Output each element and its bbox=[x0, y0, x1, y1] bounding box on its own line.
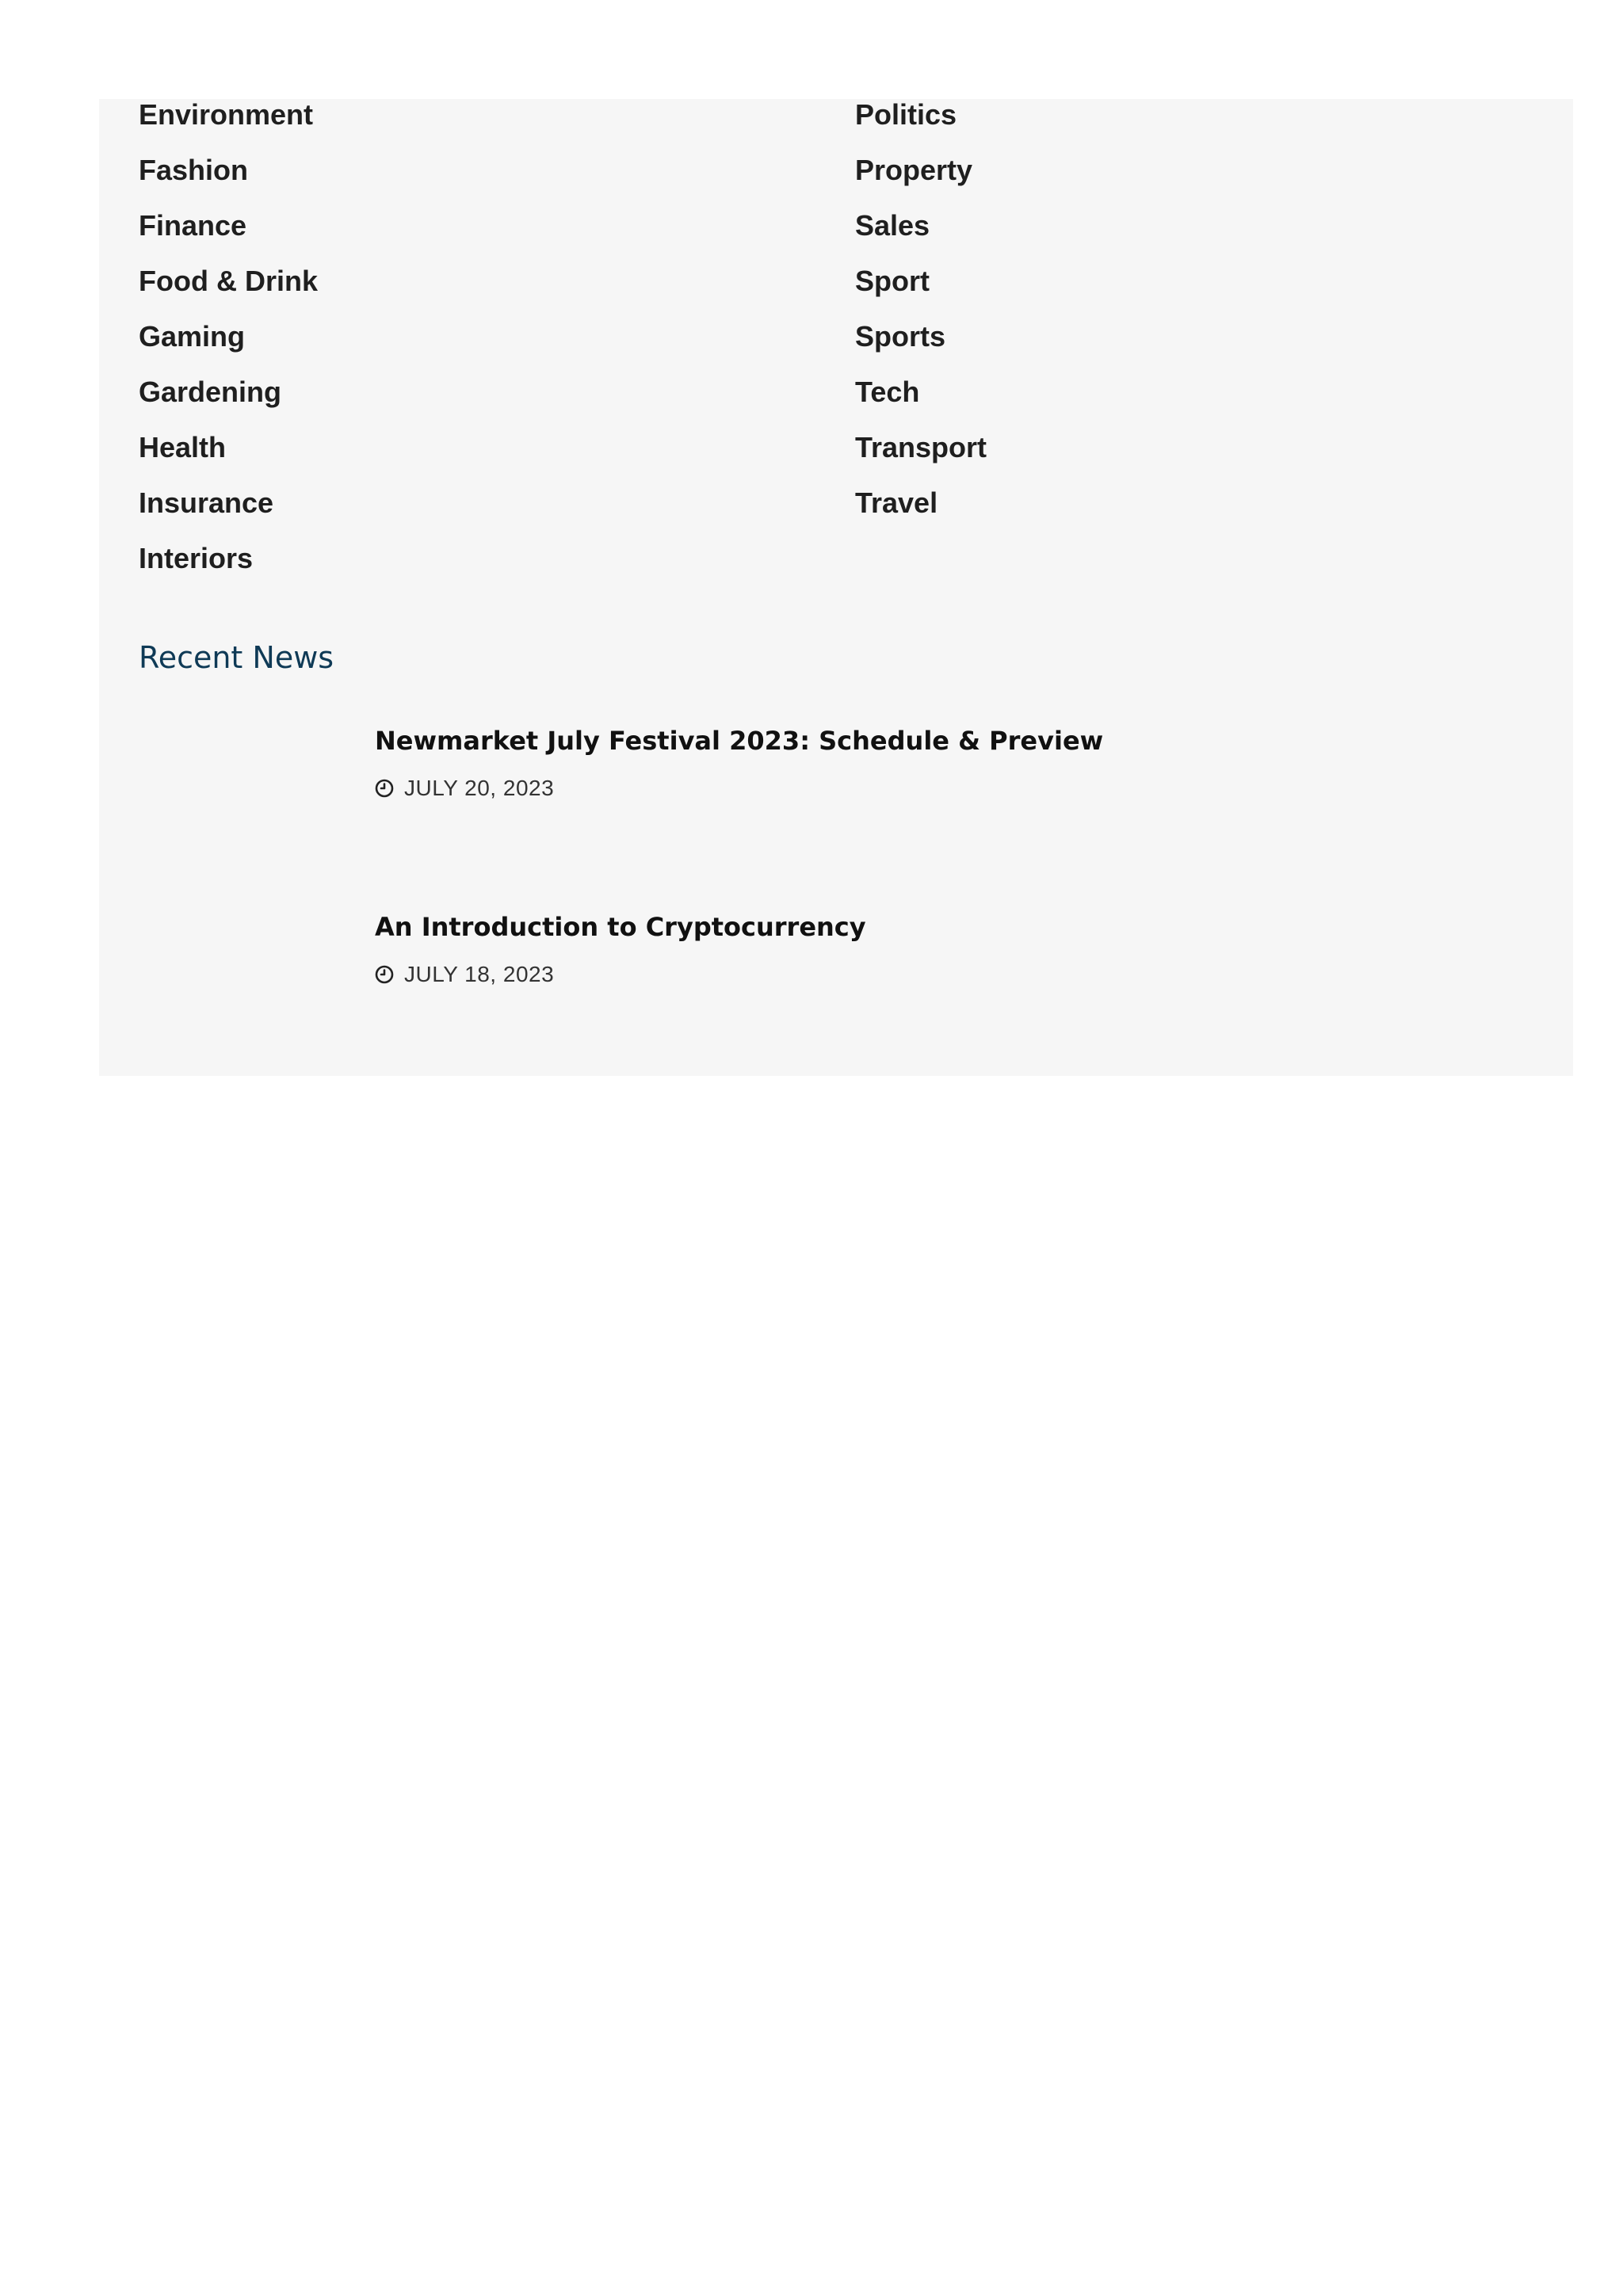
news-title-link[interactable]: An Introduction to Cryptocurrency bbox=[375, 912, 866, 942]
category-link-interiors[interactable]: Interiors bbox=[139, 542, 254, 574]
news-title-link[interactable]: Newmarket July Festival 2023: Schedule & Preview bbox=[375, 726, 1104, 756]
category-link-food-drink[interactable]: Food & Drink bbox=[139, 265, 318, 297]
news-item bbox=[375, 723, 1484, 803]
category-link-sport[interactable]: Sport bbox=[855, 265, 930, 297]
news-date: JULY 18, 2023 bbox=[404, 962, 555, 986]
category-link-gaming[interactable]: Gaming bbox=[139, 320, 246, 353]
category-link-fashion[interactable]: Fashion bbox=[139, 154, 249, 186]
news-date: JULY 20, 2023 bbox=[404, 776, 555, 800]
news-meta bbox=[375, 774, 1484, 803]
category-link-sports[interactable]: Sports bbox=[855, 320, 946, 353]
category-link-politics[interactable]: Politics bbox=[855, 98, 957, 131]
category-link-transport[interactable]: Transport bbox=[855, 431, 987, 463]
category-list-left bbox=[139, 99, 318, 598]
clock-icon bbox=[375, 779, 394, 798]
category-list-right bbox=[855, 99, 987, 543]
recent-news-heading: Recent News bbox=[139, 640, 334, 675]
sidebar-widget-panel bbox=[99, 99, 1573, 1076]
category-link-sales[interactable]: Sales bbox=[855, 209, 930, 242]
clock-icon bbox=[375, 965, 394, 984]
category-link-health[interactable]: Health bbox=[139, 431, 227, 463]
category-link-travel[interactable]: Travel bbox=[855, 486, 938, 519]
category-link-gardening[interactable]: Gardening bbox=[139, 376, 282, 408]
category-link-property[interactable]: Property bbox=[855, 154, 973, 186]
category-link-environment[interactable]: Environment bbox=[139, 98, 314, 131]
news-meta bbox=[375, 960, 1484, 989]
category-link-insurance[interactable]: Insurance bbox=[139, 486, 274, 519]
category-link-tech[interactable]: Tech bbox=[855, 376, 920, 408]
category-link-finance[interactable]: Finance bbox=[139, 209, 247, 242]
news-item bbox=[375, 910, 1484, 989]
